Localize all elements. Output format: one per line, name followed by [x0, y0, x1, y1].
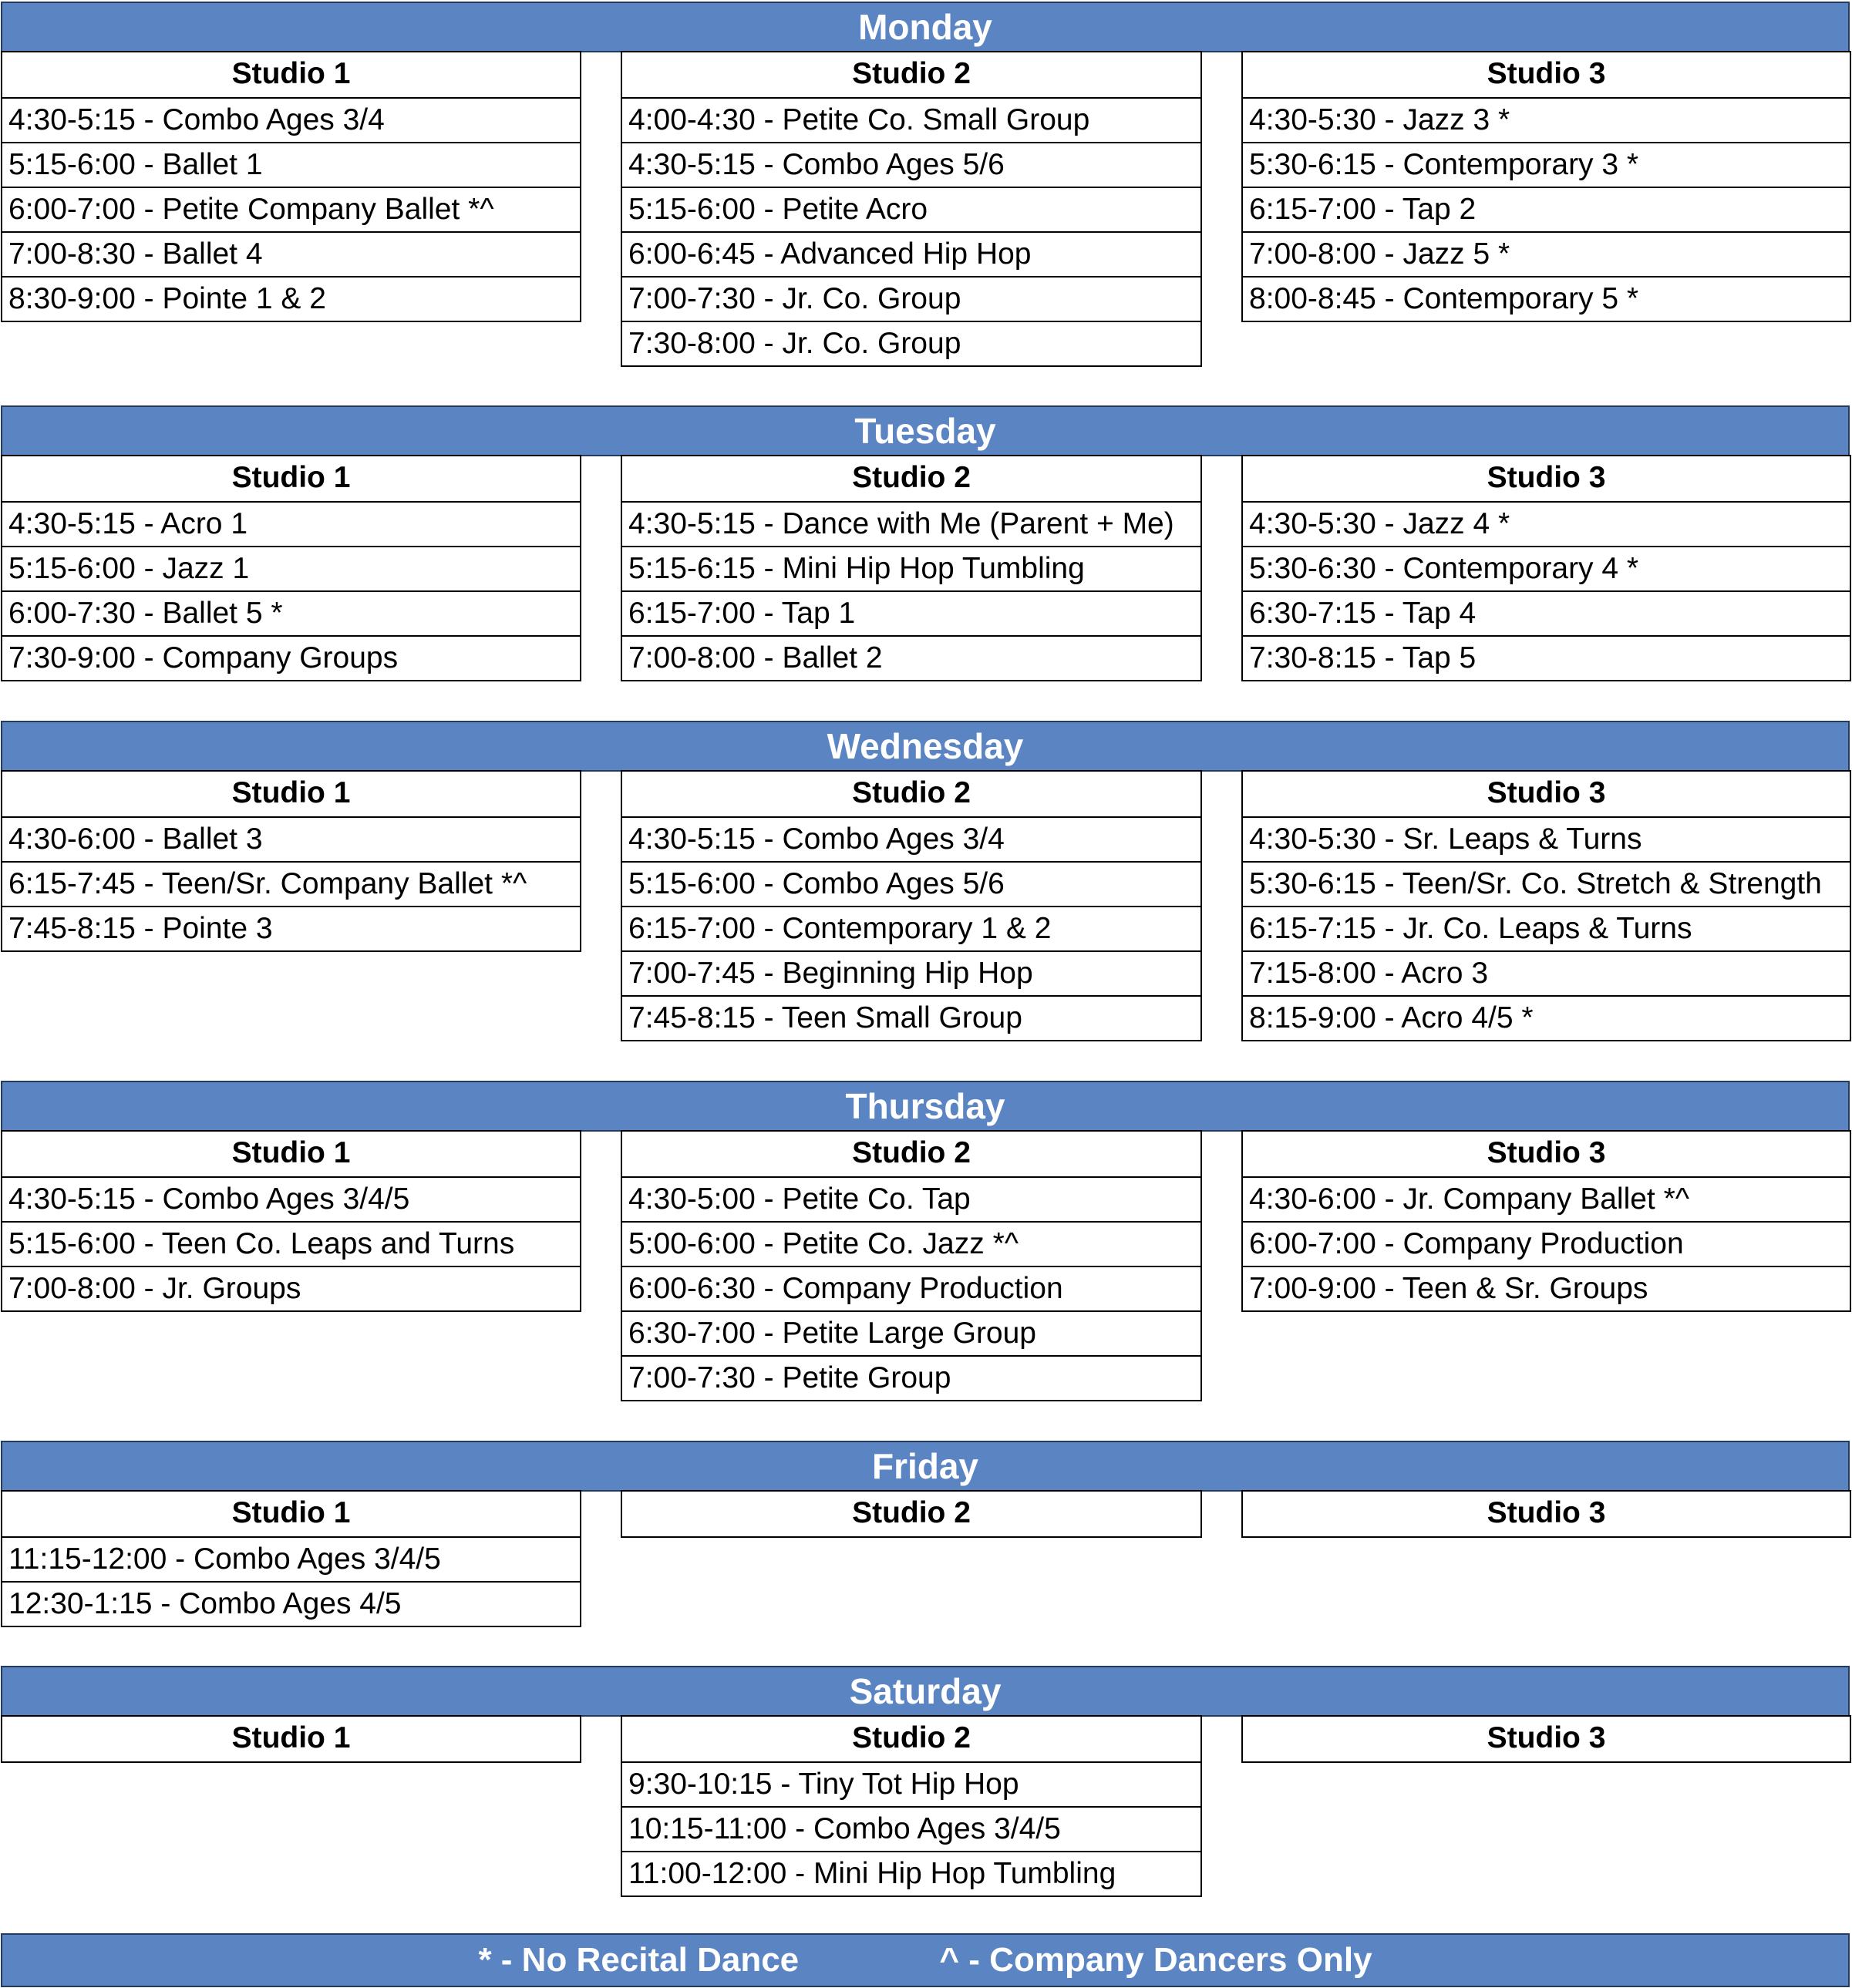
class-row: 6:00-7:00 - Company Production [1243, 1221, 1850, 1266]
studio-column-saturday-1 [1, 1715, 581, 1763]
class-row: 7:45-8:15 - Teen Small Group [622, 995, 1200, 1040]
class-row: 4:30-5:15 - Dance with Me (Parent + Me) [622, 501, 1200, 546]
class-row: 6:00-6:45 - Advanced Hip Hop [622, 231, 1200, 276]
legend-no-recital: * - No Recital Dance [478, 1941, 800, 1979]
class-row: 7:15-8:00 - Acro 3 [1243, 950, 1850, 995]
class-row: 5:15-6:00 - Petite Acro [622, 187, 1200, 231]
legend-bar [1, 1933, 1850, 1987]
class-row: 6:15-7:45 - Teen/Sr. Company Ballet *^ [2, 861, 580, 906]
studio-header: Studio 2 [852, 461, 971, 494]
class-row: 6:15-7:00 - Contemporary 1 & 2 [622, 906, 1200, 950]
class-row: 4:30-5:30 - Sr. Leaps & Turns [1243, 816, 1850, 861]
studio-header: Studio 2 [852, 1136, 971, 1169]
class-row: 7:30-8:15 - Tap 5 [1243, 635, 1850, 680]
class-row: 7:00-8:00 - Jazz 5 * [1243, 231, 1850, 276]
day-header-saturday: Saturday [1, 1666, 1850, 1717]
class-row: 5:15-6:00 - Combo Ages 5/6 [622, 861, 1200, 906]
studio-column-monday-1 [1, 51, 581, 322]
class-row: 4:30-6:00 - Ballet 3 [2, 816, 580, 861]
studio-header: Studio 3 [1487, 776, 1606, 809]
studio-header: Studio 3 [1487, 1136, 1606, 1169]
class-row: 7:00-9:00 - Teen & Sr. Groups [1243, 1266, 1850, 1310]
class-row: 7:30-9:00 - Company Groups [2, 635, 580, 680]
class-row: 8:15-9:00 - Acro 4/5 * [1243, 995, 1850, 1040]
class-row: 8:30-9:00 - Pointe 1 & 2 [2, 276, 580, 321]
class-row: 6:15-7:00 - Tap 1 [622, 590, 1200, 635]
class-row: 7:00-7:30 - Petite Group [622, 1355, 1200, 1400]
class-row: 5:15-6:00 - Teen Co. Leaps and Turns [2, 1221, 580, 1266]
class-row: 6:30-7:15 - Tap 4 [1243, 590, 1850, 635]
studio-column-friday-2 [621, 1490, 1202, 1538]
studio-column-friday-3 [1241, 1490, 1851, 1538]
studio-header: Studio 1 [231, 461, 351, 494]
class-row: 5:15-6:15 - Mini Hip Hop Tumbling [622, 546, 1200, 590]
studio-column-tuesday-1 [1, 455, 581, 681]
class-row: 4:30-5:15 - Combo Ages 3/4 [2, 97, 580, 142]
class-row: 6:00-7:00 - Petite Company Ballet *^ [2, 187, 580, 231]
day-header-friday: Friday [1, 1441, 1850, 1492]
class-row: 7:30-8:00 - Jr. Co. Group [622, 321, 1200, 365]
studio-header: Studio 1 [231, 776, 351, 809]
studio-header: Studio 3 [1487, 1721, 1606, 1754]
class-row: 7:00-7:45 - Beginning Hip Hop [622, 950, 1200, 995]
class-row: 7:00-8:00 - Ballet 2 [622, 635, 1200, 680]
class-row: 5:00-6:00 - Petite Co. Jazz *^ [622, 1221, 1200, 1266]
class-row: 6:15-7:15 - Jr. Co. Leaps & Turns [1243, 906, 1850, 950]
studio-column-saturday-2 [621, 1715, 1202, 1897]
class-row: 7:00-8:30 - Ballet 4 [2, 231, 580, 276]
studio-header: Studio 2 [852, 776, 971, 809]
studio-column-monday-2 [621, 51, 1202, 367]
studio-header: Studio 1 [231, 1136, 351, 1169]
class-row: 4:30-5:15 - Acro 1 [2, 501, 580, 546]
studio-column-wednesday-1 [1, 770, 581, 952]
studio-column-friday-1 [1, 1490, 581, 1627]
class-row: 5:30-6:30 - Contemporary 4 * [1243, 546, 1850, 590]
studio-column-tuesday-3 [1241, 455, 1851, 681]
class-row: 5:30-6:15 - Teen/Sr. Co. Stretch & Strength [1243, 861, 1850, 906]
studio-column-wednesday-3 [1241, 770, 1851, 1041]
class-row: 11:15-12:00 - Combo Ages 3/4/5 [2, 1536, 580, 1581]
class-row: 7:00-8:00 - Jr. Groups [2, 1266, 580, 1310]
class-row: 4:30-5:00 - Petite Co. Tap [622, 1176, 1200, 1221]
day-header-tuesday: Tuesday [1, 405, 1850, 456]
class-row: 6:30-7:00 - Petite Large Group [622, 1310, 1200, 1355]
class-row: 4:30-5:15 - Combo Ages 3/4 [622, 816, 1200, 861]
class-row: 9:30-10:15 - Tiny Tot Hip Hop [622, 1761, 1200, 1806]
class-row: 4:30-5:30 - Jazz 3 * [1243, 97, 1850, 142]
class-row: 5:15-6:00 - Ballet 1 [2, 142, 580, 187]
studio-header: Studio 3 [1487, 57, 1606, 90]
studio-column-monday-3 [1241, 51, 1851, 322]
studio-column-wednesday-2 [621, 770, 1202, 1041]
day-header-monday: Monday [1, 2, 1850, 52]
day-header-thursday: Thursday [1, 1081, 1850, 1132]
studio-header: Studio 2 [852, 1496, 971, 1529]
studio-column-thursday-3 [1241, 1130, 1851, 1312]
class-row: 5:30-6:15 - Contemporary 3 * [1243, 142, 1850, 187]
class-row: 6:00-6:30 - Company Production [622, 1266, 1200, 1310]
studio-header: Studio 3 [1487, 1496, 1606, 1529]
studio-header: Studio 1 [231, 57, 351, 90]
day-header-wednesday: Wednesday [1, 721, 1850, 772]
studio-header: Studio 2 [852, 57, 971, 90]
class-row: 7:00-7:30 - Jr. Co. Group [622, 276, 1200, 321]
class-row: 4:30-5:15 - Combo Ages 5/6 [622, 142, 1200, 187]
class-row: 4:30-6:00 - Jr. Company Ballet *^ [1243, 1176, 1850, 1221]
studio-column-saturday-3 [1241, 1715, 1851, 1763]
class-row: 4:30-5:15 - Combo Ages 3/4/5 [2, 1176, 580, 1221]
class-row: 11:00-12:00 - Mini Hip Hop Tumbling [622, 1851, 1200, 1895]
studio-column-thursday-1 [1, 1130, 581, 1312]
studio-column-thursday-2 [621, 1130, 1202, 1401]
studio-header: Studio 3 [1487, 461, 1606, 494]
class-row: 10:15-11:00 - Combo Ages 3/4/5 [622, 1806, 1200, 1851]
studio-header: Studio 1 [231, 1496, 351, 1529]
studio-header: Studio 2 [852, 1721, 971, 1754]
class-row: 4:30-5:30 - Jazz 4 * [1243, 501, 1850, 546]
legend-company-only: ^ - Company Dancers Only [939, 1941, 1372, 1979]
class-row: 4:00-4:30 - Petite Co. Small Group [622, 97, 1200, 142]
class-row: 6:15-7:00 - Tap 2 [1243, 187, 1850, 231]
studio-column-tuesday-2 [621, 455, 1202, 681]
studio-header: Studio 1 [231, 1721, 351, 1754]
class-row: 8:00-8:45 - Contemporary 5 * [1243, 276, 1850, 321]
class-row: 7:45-8:15 - Pointe 3 [2, 906, 580, 950]
class-row: 6:00-7:30 - Ballet 5 * [2, 590, 580, 635]
class-row: 12:30-1:15 - Combo Ages 4/5 [2, 1581, 580, 1626]
class-row: 5:15-6:00 - Jazz 1 [2, 546, 580, 590]
